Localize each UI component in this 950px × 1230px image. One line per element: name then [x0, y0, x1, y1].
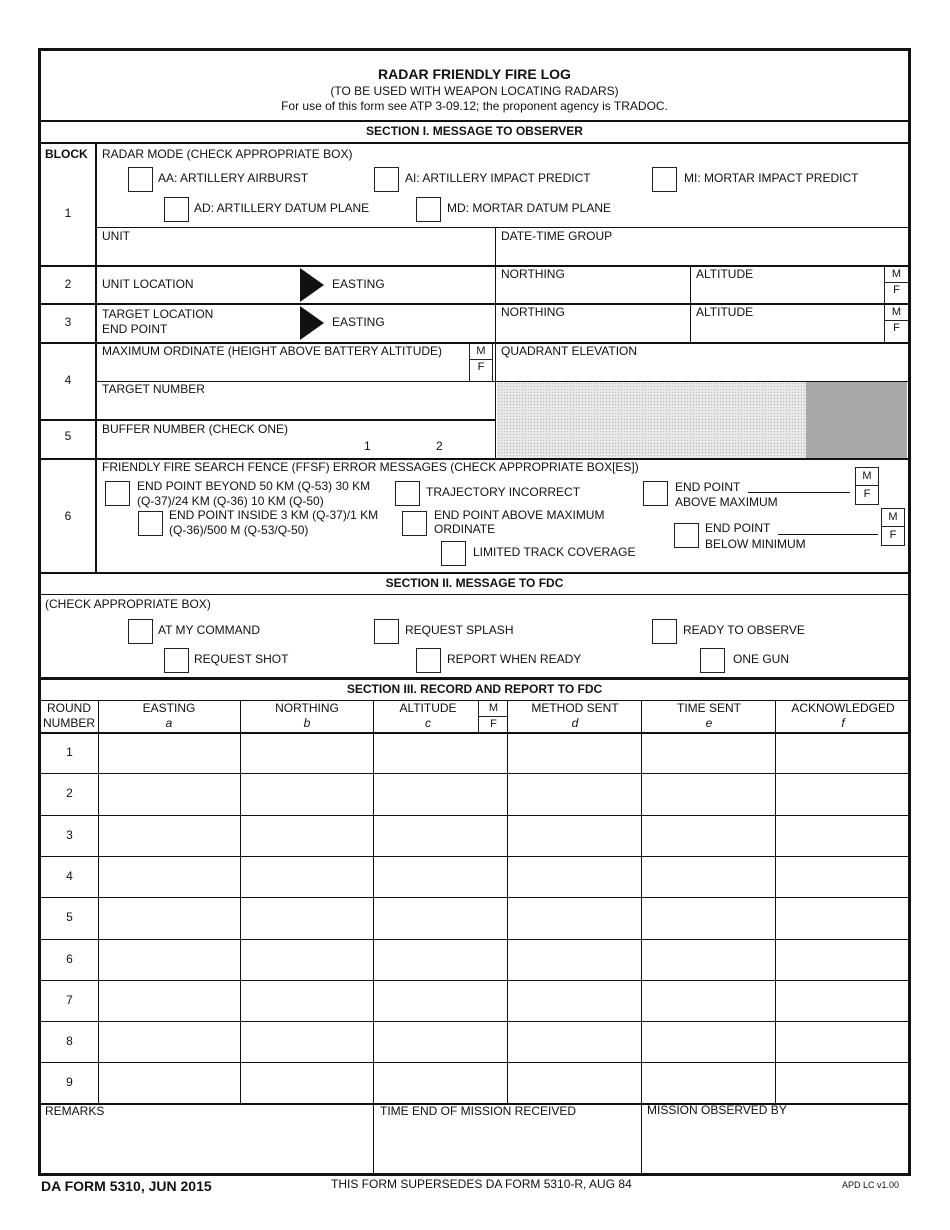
easting-cell[interactable]: [99, 1022, 239, 1061]
round-number-cell: 4: [66, 869, 73, 883]
checkbox-ready-to-observe[interactable]: [652, 619, 677, 644]
unit-label: UNIT: [102, 229, 130, 243]
checkbox-md[interactable]: [416, 197, 441, 222]
col-time-sent-sub: e: [705, 716, 713, 730]
checkbox-trajectory[interactable]: [395, 481, 420, 506]
mode-ad-label: AD: ARTILLERY DATUM PLANE: [194, 201, 370, 215]
end-beyond-line2: (Q-37)/24 KM (Q-36) 10 KM (Q-50): [137, 494, 324, 508]
one-gun-label: ONE GUN: [733, 652, 790, 666]
request-splash-label: REQUEST SPLASH: [405, 623, 514, 637]
mode-aa-label: AA: ARTILLERY AIRBURST: [158, 171, 309, 185]
northing-cell[interactable]: [241, 981, 372, 1020]
end-point-label: END POINT: [102, 322, 168, 336]
target-northing-label: NORTHING: [501, 305, 565, 319]
ffsf-label: FRIENDLY FIRE SEARCH FENCE (FFSF) ERROR MESSAGES (CHECK APPROPRIATE BOX[ES]): [102, 460, 639, 474]
col-altitude-mf: M F: [478, 701, 508, 733]
unit-northing-label: NORTHING: [501, 267, 565, 281]
col-round-header: ROUND: [47, 701, 91, 715]
easting-cell[interactable]: [99, 774, 239, 813]
easting-cell[interactable]: [99, 857, 239, 896]
target-altitude-field[interactable]: [692, 320, 882, 340]
target-easting-label: EASTING: [332, 315, 385, 329]
divider: [96, 227, 909, 228]
table-row: [41, 773, 909, 814]
unit-easting-label: EASTING: [332, 277, 385, 291]
table-row: [41, 1021, 909, 1062]
easting-cell[interactable]: [99, 1063, 239, 1102]
observed-by-label: MISSION OBSERVED BY: [647, 1103, 787, 1117]
section2-instruction: (CHECK APPROPRIATE BOX): [45, 597, 211, 611]
northing-cell[interactable]: [241, 1063, 372, 1102]
checkbox-below-min[interactable]: [674, 523, 699, 548]
buffer-option-1[interactable]: 1: [364, 439, 371, 453]
target-northing-field[interactable]: [497, 320, 689, 340]
acknowledged-cell[interactable]: [776, 857, 908, 896]
below-min-field[interactable]: [778, 520, 878, 534]
buffer-number-label: BUFFER NUMBER (CHECK ONE): [102, 422, 289, 436]
northing-cell[interactable]: [241, 774, 372, 813]
method-sent-cell[interactable]: [508, 774, 640, 813]
divider: [641, 1104, 642, 1174]
acknowledged-cell[interactable]: [776, 816, 908, 855]
mode-mi-label: MI: MORTAR IMPACT PREDICT: [684, 171, 859, 185]
quadrant-elevation-field[interactable]: [497, 360, 907, 380]
unit-altitude-mf[interactable]: M F: [884, 267, 908, 303]
table-row: [41, 856, 909, 897]
section3-title: SECTION III. RECORD AND REPORT TO FDC: [346, 682, 603, 696]
round-number-cell: 1: [66, 745, 73, 759]
col-northing-header: NORTHING: [275, 701, 339, 715]
unit-field[interactable]: [97, 244, 494, 264]
shaded-area-dark: [806, 382, 907, 459]
divider: [41, 419, 496, 421]
divider: [41, 303, 909, 305]
divider: [41, 265, 909, 267]
time-end-field[interactable]: [375, 1120, 640, 1172]
unit-easting-field[interactable]: [390, 270, 494, 300]
easting-cell[interactable]: [99, 940, 239, 979]
version-label: APD LC v1.00: [842, 1180, 900, 1190]
col-altitude-header: ALTITUDE: [399, 701, 457, 715]
acknowledged-cell[interactable]: [776, 981, 908, 1020]
above-max-ord-line1: END POINT ABOVE MAXIMUM: [434, 508, 605, 522]
block-number-1: 1: [64, 206, 72, 220]
acknowledged-cell[interactable]: [776, 898, 908, 937]
unit-northing-field[interactable]: [497, 282, 689, 302]
above-max-value-line: [748, 492, 850, 493]
time-end-label: TIME END OF MISSION RECEIVED: [380, 1104, 577, 1118]
round-number-cell: 8: [66, 1034, 73, 1048]
checkbox-above-max-ordinate[interactable]: [402, 511, 427, 536]
easting-cell[interactable]: [99, 898, 239, 937]
method-sent-cell[interactable]: [508, 898, 640, 937]
end-beyond-line1: END POINT BEYOND 50 KM (Q-53) 30 KM: [137, 479, 371, 493]
checkbox-ai[interactable]: [374, 167, 399, 192]
round-number-cell: 2: [66, 786, 73, 800]
checkbox-request-shot[interactable]: [164, 648, 189, 673]
unit-location-label: UNIT LOCATION: [102, 277, 194, 291]
above-max-line1: END POINT: [675, 480, 741, 494]
altitude-cell[interactable]: [374, 733, 506, 772]
col-northing-sub: b: [303, 716, 311, 730]
ready-to-observe-label: READY TO OBSERVE: [683, 623, 805, 637]
unit-altitude-label: ALTITUDE: [696, 267, 754, 281]
northing-cell[interactable]: [241, 857, 372, 896]
altitude-cell[interactable]: [374, 898, 506, 937]
target-altitude-label: ALTITUDE: [696, 305, 754, 319]
col-easting-header: EASTING: [142, 701, 196, 715]
remarks-label: REMARKS: [45, 1104, 105, 1118]
acknowledged-cell[interactable]: [776, 1063, 908, 1102]
block-header: BLOCK: [45, 147, 88, 161]
time-sent-cell[interactable]: [642, 1022, 774, 1061]
table-row: [41, 939, 909, 980]
method-sent-cell[interactable]: [508, 1063, 640, 1102]
block-number-6: 6: [64, 509, 72, 523]
target-number-label: TARGET NUMBER: [102, 382, 205, 396]
acknowledged-cell[interactable]: [776, 1022, 908, 1061]
round-number-cell: 3: [66, 828, 73, 842]
col-method-sub: d: [571, 716, 579, 730]
target-location-label: TARGET LOCATION: [102, 307, 214, 321]
easting-cell[interactable]: [99, 733, 239, 772]
time-sent-cell[interactable]: [642, 1063, 774, 1102]
col-acknowledged-sub: f: [841, 716, 845, 730]
method-sent-cell[interactable]: [508, 733, 640, 772]
checkbox-end-inside[interactable]: [138, 511, 163, 536]
table-row: [41, 815, 909, 856]
observed-by-field[interactable]: [643, 1120, 907, 1172]
northing-cell[interactable]: [241, 733, 372, 772]
mode-ai-label: AI: ARTILLERY IMPACT PREDICT: [405, 171, 591, 185]
northing-cell[interactable]: [241, 1022, 372, 1061]
northing-cell[interactable]: [241, 898, 372, 937]
altitude-cell[interactable]: [374, 774, 506, 813]
form-id: DA FORM 5310, JUN 2015: [41, 1178, 212, 1194]
checkbox-request-splash[interactable]: [374, 619, 399, 644]
table-row: [41, 980, 909, 1021]
altitude-cell[interactable]: [374, 940, 506, 979]
trajectory-label: TRAJECTORY INCORRECT: [426, 485, 581, 499]
arrow-icon: [300, 268, 324, 302]
northing-cell[interactable]: [241, 940, 372, 979]
end-inside-line1: END POINT INSIDE 3 KM (Q-37)/1 KM: [169, 508, 379, 522]
divider: [41, 572, 909, 574]
block-number-5: 5: [64, 429, 72, 443]
shaded-area: [497, 382, 806, 459]
at-my-command-label: AT MY COMMAND: [158, 623, 261, 637]
divider: [41, 142, 909, 144]
col-time-sent-header: TIME SENT: [676, 701, 741, 715]
above-max-ord-line2: ORDINATE: [434, 522, 496, 536]
block-number-4: 4: [64, 373, 72, 387]
dtg-field[interactable]: [497, 244, 907, 264]
below-min-line1: END POINT: [705, 521, 771, 535]
northing-cell[interactable]: [241, 816, 372, 855]
col-round-sub: NUMBER: [42, 716, 95, 730]
divider: [41, 677, 909, 680]
checkbox-at-my-command[interactable]: [128, 619, 153, 644]
form-use-note: For use of this form see ATP 3-09.12; the proponent agency is TRADOC.: [281, 99, 668, 113]
mode-md-label: MD: MORTAR DATUM PLANE: [447, 201, 612, 215]
section2-title: SECTION II. MESSAGE TO FDC: [385, 576, 564, 590]
target-number-field[interactable]: [97, 398, 494, 418]
quadrant-elevation-label: QUADRANT ELEVATION: [501, 344, 638, 358]
supersedes-note: THIS FORM SUPERSEDES DA FORM 5310-R, AUG 84: [331, 1177, 632, 1191]
easting-cell[interactable]: [99, 981, 239, 1020]
block-number-3: 3: [64, 315, 72, 329]
checkbox-aa[interactable]: [128, 167, 153, 192]
round-number-cell: 9: [66, 1075, 73, 1089]
col-acknowledged-header: ACKNOWLEDGED: [791, 701, 895, 715]
above-max-field[interactable]: [748, 478, 850, 492]
checkbox-report-when-ready[interactable]: [416, 648, 441, 673]
col-altitude-sub: c: [425, 716, 431, 730]
acknowledged-cell[interactable]: [776, 774, 908, 813]
time-sent-cell[interactable]: [642, 816, 774, 855]
easting-cell[interactable]: [99, 816, 239, 855]
target-easting-field[interactable]: [390, 308, 494, 340]
method-sent-cell[interactable]: [508, 940, 640, 979]
time-sent-cell[interactable]: [642, 733, 774, 772]
altitude-cell[interactable]: [374, 857, 506, 896]
unit-altitude-field[interactable]: [692, 282, 882, 302]
table-row: [41, 897, 909, 938]
method-sent-cell[interactable]: [508, 981, 640, 1020]
round-number-cell: 5: [66, 910, 73, 924]
buffer-option-2[interactable]: 2: [436, 439, 443, 453]
altitude-cell[interactable]: [374, 1022, 506, 1061]
section1-title: SECTION I. MESSAGE TO OBSERVER: [366, 124, 583, 138]
below-min-value-line: [778, 534, 878, 535]
time-sent-cell[interactable]: [642, 857, 774, 896]
time-sent-cell[interactable]: [642, 940, 774, 979]
time-sent-cell[interactable]: [642, 774, 774, 813]
limited-track-label: LIMITED TRACK COVERAGE: [473, 545, 636, 559]
dtg-label: DATE-TIME GROUP: [501, 229, 613, 243]
end-inside-line2: (Q-36)/500 M (Q-53/Q-50): [169, 523, 309, 537]
above-max-mf[interactable]: M F: [855, 467, 879, 505]
checkbox-mi[interactable]: [652, 167, 677, 192]
report-when-ready-label: REPORT WHEN READY: [447, 652, 582, 666]
max-ordinate-label: MAXIMUM ORDINATE (HEIGHT ABOVE BATTERY ALTITUDE): [102, 344, 443, 358]
form-title: RADAR FRIENDLY FIRE LOG: [378, 66, 571, 82]
checkbox-ad[interactable]: [164, 197, 189, 222]
checkbox-limited-track[interactable]: [441, 541, 466, 566]
checkbox-one-gun[interactable]: [700, 648, 725, 673]
above-max-line2: ABOVE MAXIMUM: [675, 495, 778, 509]
time-sent-cell[interactable]: [642, 981, 774, 1020]
divider: [41, 594, 909, 595]
divider: [41, 120, 909, 122]
altitude-cell[interactable]: [374, 981, 506, 1020]
table-row: [41, 732, 909, 773]
divider: [373, 1104, 374, 1174]
method-sent-cell[interactable]: [508, 816, 640, 855]
round-number-cell: 6: [66, 952, 73, 966]
altitude-cell[interactable]: [374, 816, 506, 855]
checkbox-above-max[interactable]: [643, 481, 668, 506]
radar-mode-label: RADAR MODE (CHECK APPROPRIATE BOX): [102, 147, 353, 161]
round-number-cell: 7: [66, 993, 73, 1007]
remarks-field[interactable]: [42, 1120, 372, 1172]
checkbox-end-beyond[interactable]: [105, 481, 130, 506]
method-sent-cell[interactable]: [508, 857, 640, 896]
col-easting-sub: a: [165, 716, 173, 730]
target-altitude-mf[interactable]: M F: [884, 305, 908, 342]
block-column-divider: [95, 143, 97, 573]
acknowledged-cell[interactable]: [776, 940, 908, 979]
time-sent-cell[interactable]: [642, 898, 774, 937]
col-method-header: METHOD SENT: [531, 701, 619, 715]
below-min-line2: BELOW MINIMUM: [705, 537, 806, 551]
table-row: [41, 1062, 909, 1103]
acknowledged-cell[interactable]: [776, 733, 908, 772]
request-shot-label: REQUEST SHOT: [194, 652, 289, 666]
max-ordinate-field[interactable]: [97, 360, 467, 380]
method-sent-cell[interactable]: [508, 1022, 640, 1061]
altitude-cell[interactable]: [374, 1063, 506, 1102]
max-ordinate-mf[interactable]: M F: [469, 344, 493, 381]
form-subtitle: (TO BE USED WITH WEAPON LOCATING RADARS): [330, 84, 619, 98]
arrow-icon: [300, 306, 324, 340]
block-number-2: 2: [64, 277, 72, 291]
below-min-mf[interactable]: M F: [881, 508, 905, 546]
